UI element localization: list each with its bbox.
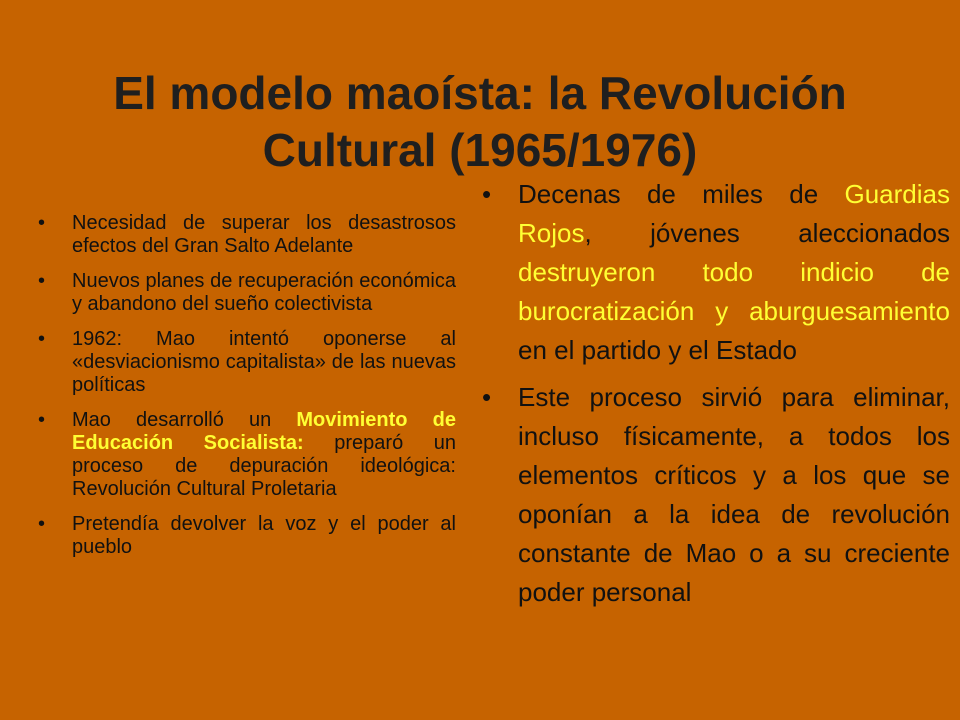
left-bullet-1: • Necesidad de superar los desastrosos efectos del Gran Salto Adelante <box>38 212 456 258</box>
right-bullet-list <box>480 175 950 620</box>
left-bullet-4-highlight: Movimiento de Educación Socialista: <box>72 409 456 454</box>
slide-title-line-1: El modelo maoísta: la Revolución <box>113 66 847 119</box>
right-bullet-1-part-3: en el partido y el Estado <box>518 335 797 365</box>
slide-title <box>40 65 920 179</box>
left-bullet-4-pre: Mao desarrolló un <box>72 409 297 431</box>
right-bullet-2: • Este proceso sirvió para eliminar, incluso físicamente, a todos los elementos críticos y a los que se oponían a la idea de revolución constante de Mao o a su creciente poder personal <box>480 378 950 612</box>
right-bullet-1-part-1: Decenas de miles de <box>518 179 845 209</box>
slide-title-line-2: Cultural (1965/1976) <box>262 123 698 176</box>
left-bullet-5: • Pretendía devolver la voz y el poder al pueblo <box>38 513 456 559</box>
left-bullet-4-post: preparó un proceso de depuración ideológica: Revolución Cultural Proletaria <box>72 432 456 500</box>
right-bullet-1-part-2: , jóvenes aleccionados <box>584 218 950 248</box>
right-bullet-1 <box>480 175 950 370</box>
left-bullet-list <box>38 212 456 571</box>
left-bullet-4 <box>38 409 456 501</box>
left-bullet-2: • Nuevos planes de recuperación económica y abandono del sueño colectivista <box>38 270 456 316</box>
right-bullet-1-highlight-2: destruyeron todo indicio de burocratización y aburguesamiento <box>518 257 950 326</box>
left-bullet-3: • 1962: Mao intentó oponerse al «desviacionismo capitalista» de las nuevas políticas <box>38 328 456 397</box>
right-bullet-1-highlight-1: Guardias Rojos <box>518 179 950 248</box>
